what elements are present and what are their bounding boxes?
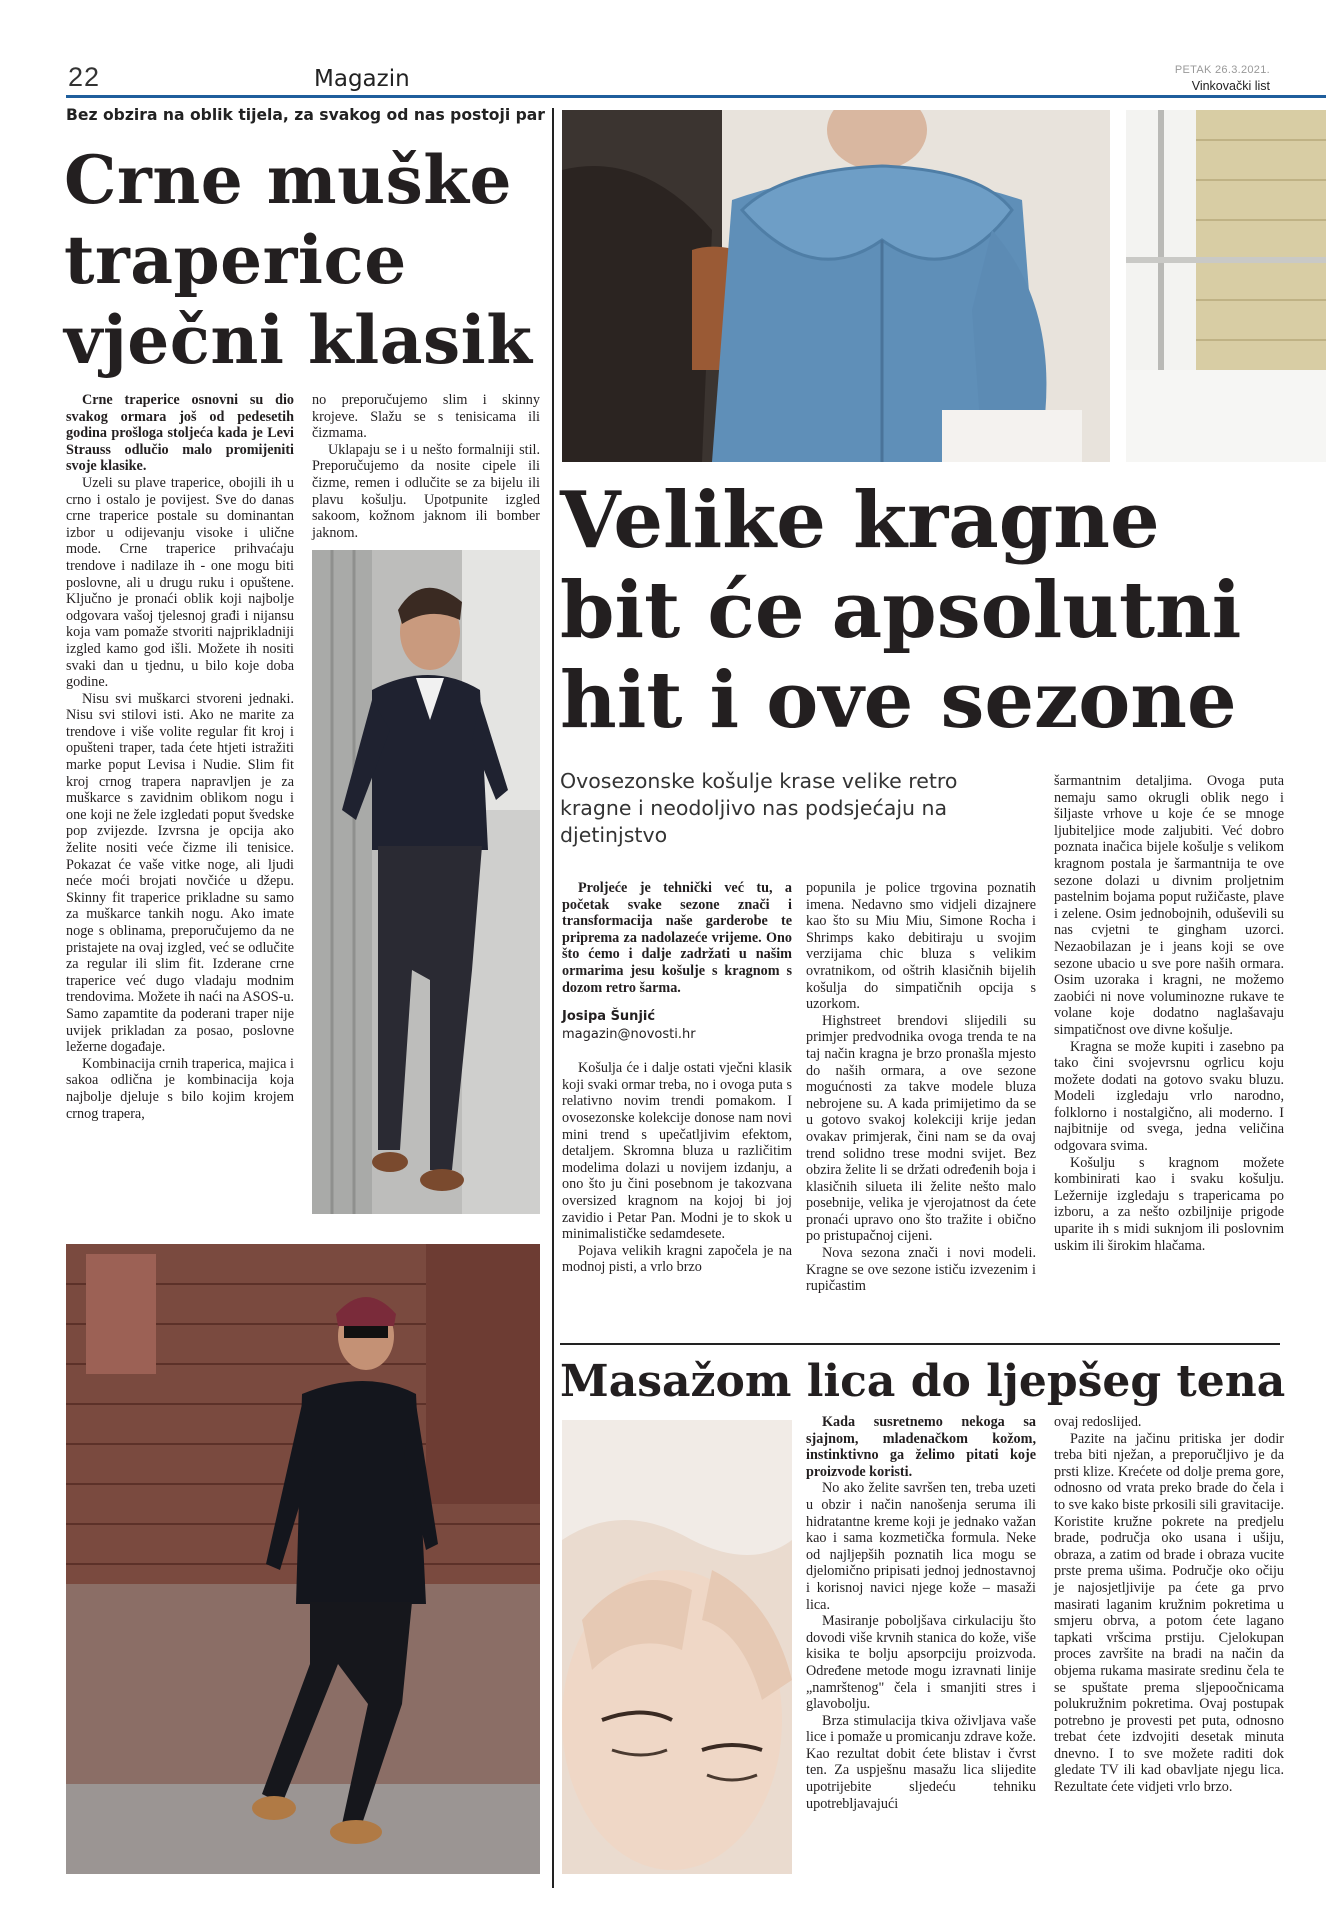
window-photo bbox=[1126, 110, 1326, 462]
article3-paragraph: No ako želite savršen ten, treba uzeti u obzir i način nanošenja seruma ili hidratantne kreme koji je jednako važan kao i sama kozmetička formula. Neke od najljepših poznatih lica mogu se djelomično pripisati jednoj jednostavnoj i korisnoj navici njege kože – masaži lica. bbox=[806, 1480, 1036, 1613]
article3-paragraph: Masiranje poboljšava cirkulaciju što dovodi više krvnih stanica do kože, više kisika te bolju apsorpciju proizvoda. Određene metode mogu izravnati linije „namrštenog" čela i smanjiti stres i glavobolju. bbox=[806, 1613, 1036, 1713]
article3-column-2 bbox=[1054, 1414, 1284, 1796]
newspaper-name: Vinkovački list bbox=[1191, 79, 1270, 93]
article1-paragraph: Uzeli su plave traperice, obojili ih u crno i ostalo je povijest. Sve do danas crne traperice postale su dominantan izbor u odijevanju visoke i ulične mode. Crne traperice prihvaćaju trendove i nadilaze ih - one mogu biti poslovne, ali u drugu ruku i opuštene. Ključno je pronaći oblik koji najbolje odgovara vašoj tjelesnoj građi i nijansu koja vam pomaže stvoriti najprikladniji izgled kamo god išli. Možete ih nositi svaki dan u tjednu, u bilo koje doba godine. bbox=[66, 474, 294, 691]
article1-paragraph: no preporučujemo slim i skinny krojeve. Slažu se s tenisicama ili čizmama. bbox=[312, 392, 540, 442]
article2-column-3 bbox=[1054, 773, 1284, 1254]
article1-lead: Crne traperice osnovni su dio svakog ormara još od pedesetih godina prošloga stoljeća kada je Levi Strauss odlučio malo promijeniti svoje klasike. bbox=[66, 392, 294, 475]
article1-column-1 bbox=[66, 392, 294, 1122]
article3-paragraph: Brza stimulacija tkiva oživljava vaše lice i pomaže u promicanju zdrave kože. Kao rezultat dobit ćete blistav i čvrst ten. Za uspješnu masažu lica slijedite upotrijebite sljedeću tehniku upotrebljavajući bbox=[806, 1712, 1036, 1812]
page-number: 22 bbox=[68, 62, 101, 92]
article2-paragraph: Nova sezona znači i novi modeli. Kragne se ove sezone ističu izvezenim i rupičastim bbox=[806, 1245, 1036, 1295]
article2-byline bbox=[562, 1008, 792, 1044]
article2-deck: Ovosezonske košulje krase velike retro kragne i neodoljivo nas podsjećaju na djetinjstvo bbox=[560, 769, 958, 847]
article1-paragraph: Uklapaju se i u nešto formalniji stil. Preporučujemo da nosite cipele ili čizme, remen i odlučite se za bijelu ili plavu košulju. Upotpunite izgled sakoom, kožnom jaknom ili bomber jaknom. bbox=[312, 441, 540, 541]
section-title: Magazin bbox=[314, 66, 410, 92]
article2-paragraph: popunila je police trgovina poznatih imena. Nedavno smo vidjeli dizajnere kao što su Miu Miu, Simone Rocha i Shrimps kako debitiraju u svojim verzijama chic bluza s velikim ovratnikom, od oštrih klasičnih bijelih košulja do simpatičnih opcija s uzorkom. bbox=[806, 880, 1036, 1013]
article1-kicker: Bez obzira na oblik tijela, za svakog od nas postoji par bbox=[66, 106, 545, 124]
article2-paragraph: Kragna se može kupiti i zasebno pa tako čini svojevrsnu ogrlicu koju možete dodati na gotovo svaku bluzu. Modeli izgledaju vrlo narodno, folklorno i nostalgično, ali moderno. I najbitnije od svega, jedna veličina odgovara svima. bbox=[1054, 1038, 1284, 1155]
denim-blouse-photo bbox=[562, 110, 1110, 462]
column-divider bbox=[552, 108, 554, 1888]
section-rule bbox=[560, 1343, 1280, 1345]
article2-paragraph: Košulja će i dalje ostati vječni klasik koji svaki ormar treba, no i ovoga puta s relativno novim trendi pomakom. I ovosezonske kolekcije donose nam novi mini trend s upečatljivim efektom, detaljem. Skromna bluza u različitim modelima dolazi u novijem izdanju, a ono što ju čini posebnom je takozvana oversized kragnom na kojoj bi joj zavidio i Petar Pan. Modni je to skok u minimalističke sedamdesete. bbox=[562, 1060, 792, 1243]
article2-column-2 bbox=[806, 880, 1036, 1295]
article2-lead: Proljeće je tehnički već tu, a početak svake sezone znači i transformacija naše garderobe te priprema za nadolazeće vrijeme. Ono što ćemo i dalje zadržati u našim ormarima jesu košulje s kragnom s dozom retro šarma. bbox=[562, 880, 792, 996]
facial-massage-photo bbox=[562, 1420, 792, 1874]
man-walking-photo bbox=[66, 1244, 540, 1874]
article3-column-1 bbox=[806, 1414, 1036, 1812]
man-leaning-photo bbox=[312, 550, 540, 1214]
article3-paragraph: ovaj redoslijed. bbox=[1054, 1414, 1142, 1430]
article2-paragraph: Highstreet brendovi slijedili su primjer predvodnika ovoga trenda te na taj način kragna je brzo pronašla mjesto do naših ormara, a ove sezone mogućnosti za takve modele bluza nebrojene su. A kada primijetimo da se u gotovo svakoj kolekciji krije jedan ovakav primjerak, čini nam se da ovaj trend solidno trese modni svijet. Bez obzira želite li se držati određenih boja i klasičnih silueta ili želite nešto malo posebnije, velika je vjerojatnost da ćete pronaći upravo ono što tražite i obično po pristupačnoj cijeni. bbox=[806, 1012, 1036, 1245]
article3-title: Masažom lica do ljepšeg tena bbox=[560, 1356, 1286, 1407]
article2-title: Velike kragne bit će apsolutni hit i ove sezone bbox=[560, 475, 1242, 746]
author-name: Josipa Šunjić bbox=[562, 1009, 656, 1025]
article3-paragraph: Pazite na jačinu pritiska jer dodir treba biti nježan, a preporučljivo je da prsti klize. Krećete od dolje prema gore, odnosno od vrata preko brade do čela i to sve kako biste prkosili sili gravitacije. Koristite kružne pokrete na predjelu brade, područja oko usana i ušiju, obraza, a zatim od brade i obraza vucite prste prema ušima. Područje oko očiju je najosjetljivije pa ćete ga prvo masirati laganim kružnim pokretima u smjeru obrva, a potom ćete lagano tapkati vršcima prstiju. Cjelokupan proces završite na bradi na način da objema rukama masirate sredinu čela te se spuštate prema sljepoočnicama polukružnim pokretima. Ovaj postupak potrebno je provesti pet puta, odnosno trebat ćete izdvojiti desetak minuta dnevno. I to sve možete raditi dok gledate TV ili kad obavljate njegu lica. Rezultate ćete vidjeti vrlo brzo. bbox=[1054, 1430, 1284, 1796]
article2-paragraph: Košulju s kragnom možete kombinirati kao i svaku košulju. Ležernije izgledaju s trapericama po izboru, a za nešto ozbiljnije prigode uparite ih s midi suknjom ili poslovnim uskim ili širokim hlačama. bbox=[1054, 1154, 1284, 1254]
article2-column-1 bbox=[562, 880, 792, 1276]
header-rule bbox=[66, 95, 1326, 98]
article1-column-2 bbox=[312, 392, 540, 541]
article1-paragraph: Nisu svi muškarci stvoreni jednaki. Nisu svi stilovi isti. Ako ne marite za trendove i više volite regular fit kroj i opušteni traper, tada ćete htjeti istražiti marke poput Levisa i Nudie. Slim fit kroj crnog trapera napravljen je za muškarce s zavidnim oblikom nogu i one koji ne žele izgledati poput švedske pop zvijezde. Izvrsna je opcija ako želite nositi veće čizme ili tenisice. Pokazat će vaše vitke noge, ali ljudi neće moći brojati novčiće u džepu. Skinny fit traperice prikladne su samo za muškarce tankih nogu. Ako imate noge s oblinama, preporučujemo da ne pristajete na ovaj izgled, već se odlučite za regular ili slim fit. Izderane crne traperice već dugo vladaju modnim trendovima. Možete ih naći na ASOS-u. Samo zapamtite da poderani traper nije uvijek prikladan za posao, poslovne ležerne događaje. bbox=[66, 690, 294, 1056]
author-email: magazin@novosti.hr bbox=[562, 1027, 696, 1043]
issue-date: PETAK 26.3.2021. bbox=[1174, 64, 1270, 76]
article3-lead: Kada susretnemo nekoga sa sjajnom, mladenačkom kožom, instinktivno ga želimo pitati koje proizvode koristi. bbox=[806, 1414, 1036, 1480]
article2-paragraph: šarmantnim detaljima. Ovoga puta nemaju samo okrugli oblik nego i šiljaste vrhove u koje će se mnoge ljubiteljice mode zaljubiti. Već dobro poznata inačica bijele košulje s velikom kragnom postala je šarmantnija te ove sezone dolazi u divnim proljetnim pastelnim bojama poput ružičaste, plave i zelene. Osim jednobojnih, oduševili su nas cvjetni te gingham uzorci. Nezaobilazan je i jeans koji se ove sezone ubacio u sve pore naših ormara. Osim uzoraka i kragni, ne možemo zaobići ni nove voluminozne rukave te volane koje dodatno naglašavaju simpatičnost ove divne košulje. bbox=[1054, 773, 1284, 1038]
article1-title: Crne muške traperice vječni klasik bbox=[64, 141, 533, 379]
article1-paragraph: Kombinacija crnih traperica, majica i sakoa odlična je kombinacija koja najbolje djeluje s bilo kojim krojem crnog trapera, bbox=[66, 1055, 294, 1122]
article2-paragraph: Pojava velikih kragni započela je na modnoj pisti, a vrlo brzo bbox=[562, 1242, 792, 1276]
